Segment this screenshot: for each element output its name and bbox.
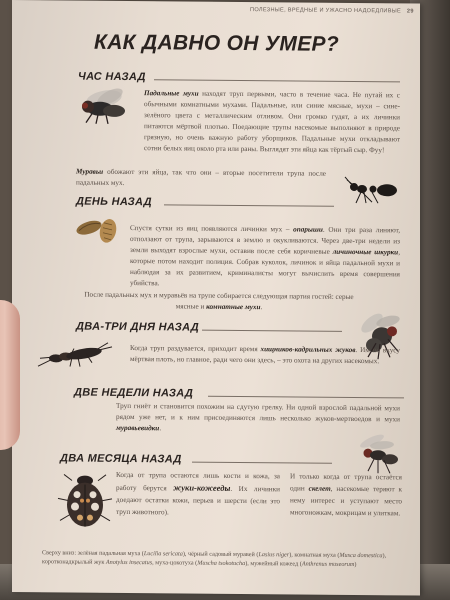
section-heading-two-months-ago: ДВА МЕСЯЦА НАЗАД [60, 452, 182, 466]
running-title: ПОЛЕЗНЫЕ, ВРЕДНЫЕ И УЖАСНО НАДОЕДЛИВЫЕ [250, 7, 402, 15]
paragraph-skeleton [290, 470, 402, 519]
term-houseflies: комнатные мухи [206, 302, 261, 312]
term-ants: Муравьи [76, 167, 104, 176]
caption-latin: Lasius niger [258, 551, 290, 559]
term-rove-beetles: хищников-кадрильных жуков [260, 345, 356, 354]
text-carpet-a: Когда от трупа остаются лишь кости и кожа, за работу берутся [116, 470, 280, 493]
paragraph-carpet-beetles [116, 469, 280, 519]
finger [0, 300, 20, 450]
term-ant-flies: муравьевидки [116, 423, 160, 433]
caption-text: ), чёрный садовый муравей ( [182, 550, 259, 559]
text-maggots-b: . Они три раза линяют, отползают от трупа, зарываются в землю и окукливаются. Через две-три недели из земли выходят взрослые мухи, оставив после себя коричневые [130, 225, 400, 256]
caption-text: , муха-цокотуха ( [152, 559, 198, 567]
caption-latin: Musca domestica [339, 551, 383, 560]
section-rule [208, 396, 404, 399]
term-blowflies: Падальные мухи [144, 89, 199, 98]
section-rule [202, 330, 342, 332]
section-rule [192, 462, 332, 464]
ant-icon [342, 175, 400, 206]
caption-text: ), коротконадкрылый жук [42, 552, 387, 566]
caption-latin: Muscha tsokotucha [197, 559, 246, 568]
term-skeleton: скелет [308, 484, 331, 493]
term-maggots: опарыши [293, 225, 323, 234]
paragraph-blowfly [144, 88, 400, 156]
section-heading-hour-ago: ЧАС НАЗАД [78, 70, 146, 84]
paragraph-ants [76, 167, 326, 191]
caption-latin: Anthrenus museorum [301, 560, 355, 568]
maggot-pupa-icon [74, 211, 120, 247]
text-carpet-b: . Их личинки доедают остатки кожи, перьев и шерсти (если это труп животного). [116, 484, 280, 517]
section-rule [164, 204, 334, 206]
text-rove-a: Когда труп раздувается, приходит время [130, 344, 261, 354]
term-carpet-beetles: жуки-кожееды [173, 482, 231, 493]
book-page [12, 0, 420, 596]
text-rove-b: . Им по вкусу мёртвая плоть, но главное, ради чего они здесь, – это охота на других насекомых. [130, 345, 400, 366]
text-maggots-a: Спустя сутки из яиц появляются личинки мух – [130, 224, 294, 234]
text-skeleton-b: , насекомые теряют к нему интерес и уступают место многоножкам, мокрицам и улиткам. [290, 484, 402, 518]
rove-beetle-icon [36, 336, 120, 375]
caption-latin: Lucilia sericata [143, 550, 183, 558]
text-houseflies-a: После падальных мух и муравьёв на трупе собирается следующая партия гостей: серые мясные и [84, 290, 354, 311]
section-heading-two-weeks-ago: ДВЕ НЕДЕЛИ НАЗАД [74, 386, 194, 400]
paragraph-houseflies [84, 290, 354, 314]
paragraph-maggots [130, 223, 400, 291]
text-houseflies-b: . [260, 303, 263, 312]
paragraph-rove-beetles [130, 343, 400, 367]
blowfly-icon [74, 83, 136, 126]
figure-caption [42, 548, 397, 569]
section-heading-day-ago: ДЕНЬ НАЗАД [76, 195, 152, 209]
text-blowfly: находят труп первыми, часто в течение часа. Не путай их с обычными комнатными мухами. Падальные, или синие мясные, мухи – сине-зелёного цвета с металлическим отливом. Они громко гудят, а их личинки питаются мёртвой плотью. Поедающие трупы насекомые выполняют в природе грязную, но очень важную работу уборщиков. Падальные мухи откладывают сотни белых яиц около рта или раны. Выглядят эти яйца как тёртый сыр. Фуу! [144, 89, 400, 155]
page-number: 29 [406, 8, 414, 15]
text-ants: обожают эти яйца, так что они – вторые посетители трупа после падальных мух. [76, 167, 326, 187]
section-heading-two-three-days-ago: ДВА-ТРИ ДНЯ НАЗАД [76, 320, 199, 334]
caption-text: ), мужейный кожеед ( [245, 560, 302, 568]
caption-text: ) [354, 560, 357, 569]
section-rule [154, 79, 400, 82]
term-larval-skins: личиночные шкурки [332, 247, 399, 257]
running-header [250, 7, 420, 14]
carpet-beetle-icon [56, 470, 114, 533]
text-two-weeks-b: . [159, 424, 162, 433]
caption-text: ), комнатная муха ( [289, 551, 340, 559]
caption-latin: Anotylus insecatus [105, 558, 153, 567]
text-maggots-c: , которые потом находит полиция. Собрав куколок, личинок и яйца падальной мухи и наблюдая за их развитием, криминалисты могут вычислить время совершения убийства. [130, 248, 400, 288]
page-title: КАК ДАВНО ОН УМЕР? [94, 30, 339, 56]
caption-text: Сверху вниз: зелёная падальная муха ( [42, 549, 144, 558]
text-two-weeks-a: Труп гниёт и становится похожим на сдутую грелку. Ни одной взрослой падальной мухи рядом уже нет, и к ним присоединяются лишь несколько жуков-мертвоедов и мухи [116, 401, 400, 424]
text-skeleton-a: И только когда от трупа остаётся один [290, 472, 402, 493]
